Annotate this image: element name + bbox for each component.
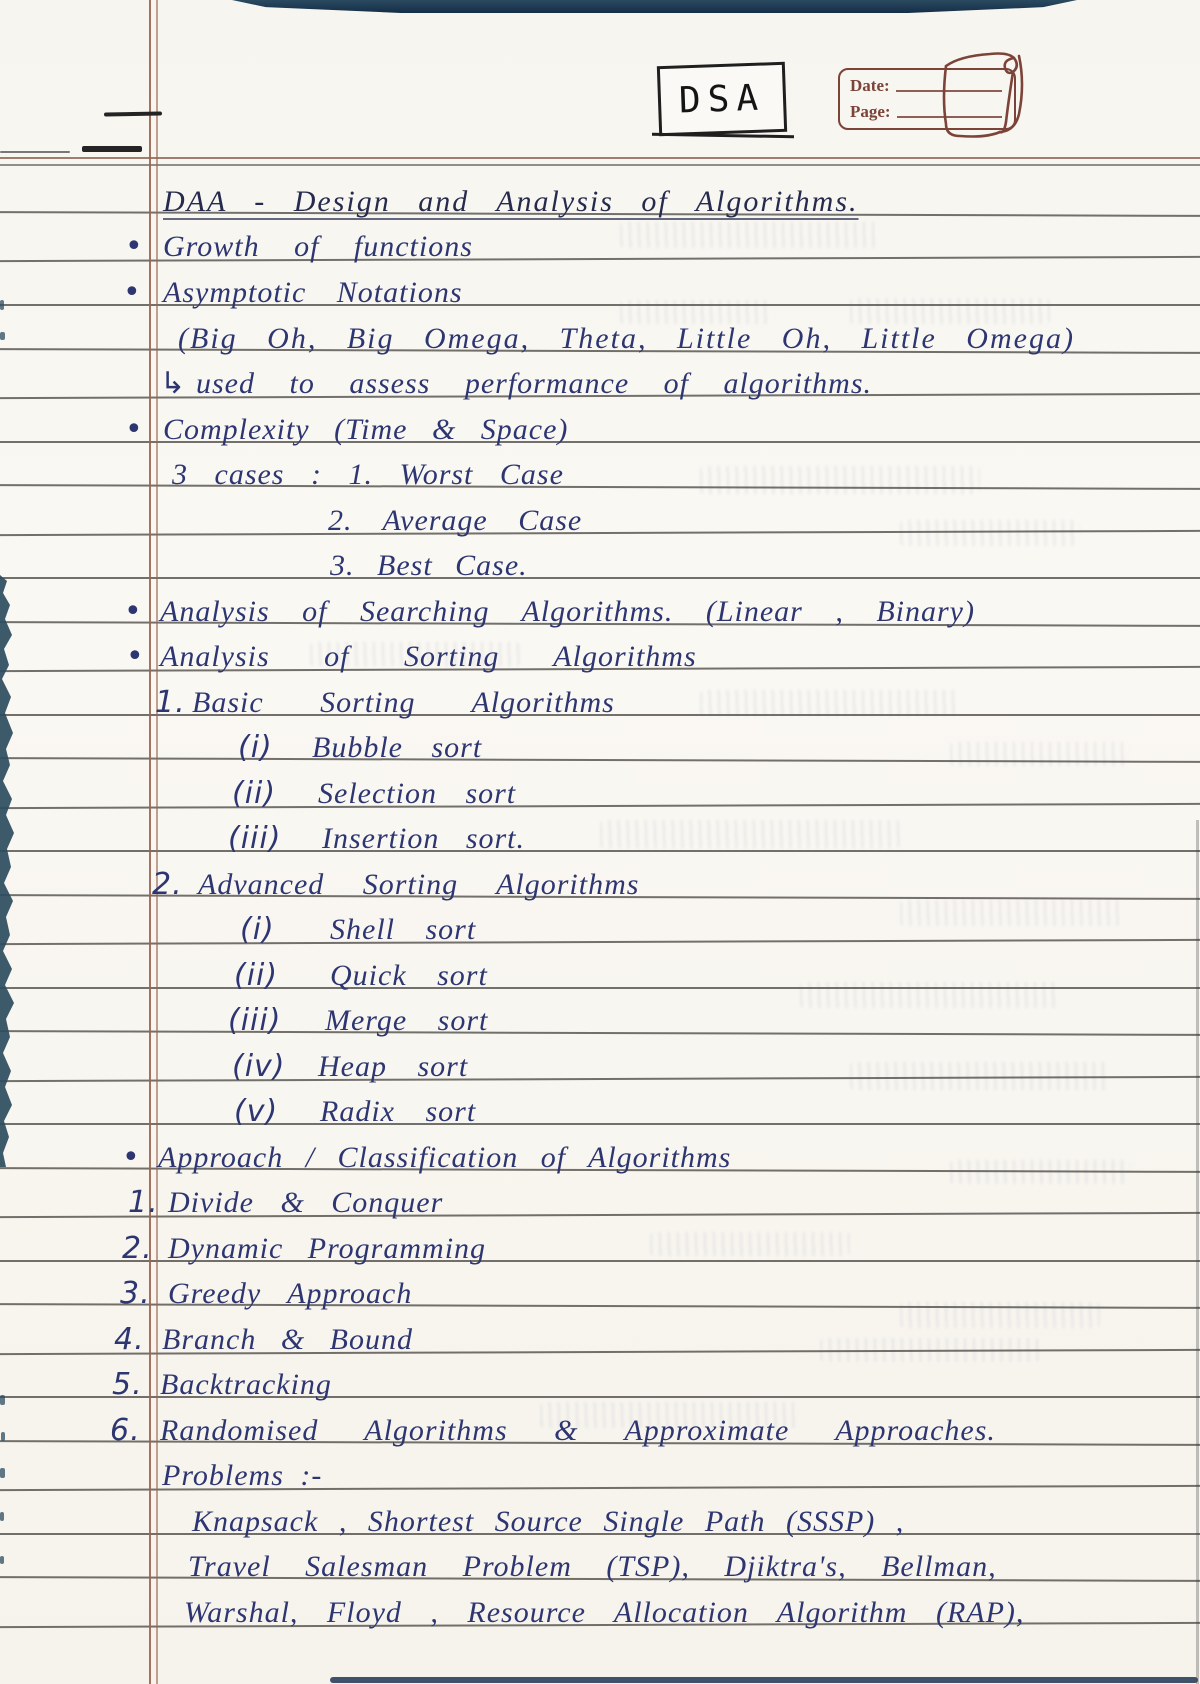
note-text: Travel Salesman Problem (TSP), Djiktra's, Bellman, [188, 1550, 997, 1583]
note-text: 3. Best Case. [330, 549, 528, 582]
note-text: (Big Oh, Big Omega, Theta, Little Oh, Little Omega) [178, 322, 1075, 355]
note-line [192, 1503, 904, 1541]
pen-dash-mark [104, 111, 162, 116]
number-marker: 2. [152, 867, 183, 902]
note-line [172, 456, 564, 494]
note-line [228, 1002, 489, 1040]
top-edge-band [232, 0, 1077, 13]
pen-dash-mark [82, 146, 142, 152]
ruled-line [0, 1030, 1200, 1036]
note-line [228, 820, 526, 858]
note-line [328, 502, 582, 540]
note-text: Divide & Conquer [168, 1186, 444, 1219]
note-line [162, 1457, 322, 1495]
bullet-marker: • [122, 1140, 141, 1175]
subject-title-box [657, 62, 787, 136]
ink-bleed-smudge [850, 1062, 1110, 1090]
note-text: Quick sort [330, 959, 488, 992]
note-line [120, 1275, 413, 1313]
bottom-edge-band [330, 1677, 1198, 1683]
left-margin-line [149, 0, 151, 1684]
roman-marker: (iii) [228, 821, 282, 856]
ruled-line [0, 939, 1200, 945]
top-margin-rule [0, 157, 1200, 159]
edge-speck [0, 1395, 5, 1405]
roman-marker: (v) [234, 1094, 279, 1129]
number-marker: 6. [110, 1413, 141, 1448]
note-text: Basic Sorting Algorithms [192, 686, 615, 719]
bullet-marker: • [125, 412, 144, 447]
arrow-marker: ↳ [160, 366, 187, 401]
number-marker: 1. [155, 685, 186, 720]
note-text: Backtracking [160, 1368, 332, 1401]
note-text: Growth of functions [163, 230, 473, 263]
note-line [188, 1548, 997, 1586]
bullet-marker: • [125, 229, 144, 264]
right-edge-shadow [1196, 820, 1199, 1684]
number-marker: 4. [114, 1322, 145, 1357]
note-line [125, 228, 473, 266]
note-line [234, 957, 488, 995]
note-text: 3 cases : 1. Worst Case [172, 458, 564, 491]
page-title: DAA - Design and Analysis of Algorithms. [163, 185, 859, 218]
edge-speck [0, 1512, 4, 1521]
note-line [122, 1230, 487, 1268]
partial-rule [0, 151, 70, 153]
ruled-line [0, 577, 1200, 579]
note-text: Asymptotic Notations [163, 276, 463, 309]
note-text: Bubble sort [312, 731, 483, 764]
note-text: Approach / Classification of Algorithms [158, 1141, 732, 1174]
note-line [110, 1412, 996, 1450]
edge-speck [0, 300, 4, 310]
note-line [128, 1184, 444, 1222]
note-text: Problems :- [162, 1459, 323, 1492]
bullet-marker: • [126, 639, 145, 674]
note-line [160, 365, 872, 403]
edge-speck [0, 1468, 5, 1478]
note-text: Merge sort [325, 1004, 489, 1037]
roman-marker: (ii) [234, 958, 279, 993]
note-text: Insertion sort. [322, 822, 526, 855]
note-text: Analysis of Searching Algorithms. (Linear , Binary) [160, 595, 975, 628]
note-text: Selection sort [318, 777, 517, 810]
note-text: Advanced Sorting Algorithms [198, 868, 640, 901]
edge-speck [1, 1432, 5, 1441]
note-line [232, 1048, 469, 1086]
ruled-line [0, 850, 1200, 852]
ink-bleed-smudge [600, 820, 900, 848]
left-margin-line-2 [156, 0, 158, 1684]
note-text: Dynamic Programming [168, 1232, 487, 1265]
ink-bleed-smudge [900, 520, 1080, 546]
note-line [184, 1594, 1024, 1632]
bullet-marker: • [124, 594, 143, 629]
number-marker: 1. [128, 1185, 159, 1220]
note-line [126, 638, 697, 676]
note-line [232, 775, 517, 813]
ink-bleed-smudge [950, 742, 1130, 766]
ink-bleed-smudge [950, 1160, 1130, 1184]
torn-edge [0, 575, 18, 1167]
roman-marker: (iv) [232, 1049, 286, 1084]
note-text: Knapsack , Shortest Source Single Path (SSSP) , [192, 1505, 905, 1538]
number-marker: 2. [122, 1231, 153, 1266]
edge-speck [0, 1556, 4, 1564]
note-line [114, 1321, 413, 1359]
number-marker: 3. [120, 1276, 151, 1311]
bullet-marker: • [123, 275, 142, 310]
note-line [240, 911, 477, 949]
ink-bleed-smudge [900, 900, 1120, 926]
note-line [178, 320, 1075, 358]
note-line [112, 1366, 332, 1404]
note-text: Shell sort [330, 913, 477, 946]
note-text: Analysis of Sorting Algorithms [160, 640, 697, 673]
edge-speck [0, 332, 5, 340]
note-line [122, 1139, 732, 1177]
note-text: Branch & Bound [162, 1323, 413, 1356]
ink-bleed-smudge [800, 982, 1060, 1008]
number-marker: 5. [112, 1367, 143, 1402]
ruled-line [0, 803, 1200, 809]
note-line [163, 183, 859, 221]
note-text: Warshal, Floyd , Resource Allocation Algorithm (RAP), [184, 1596, 1025, 1629]
note-line [330, 547, 528, 585]
date-label: Date: [850, 76, 890, 95]
ink-bleed-smudge [650, 1232, 850, 1256]
ink-bleed-smudge [700, 690, 960, 716]
roman-marker: (ii) [232, 776, 277, 811]
note-line [155, 684, 615, 722]
note-line [234, 1093, 477, 1131]
note-line [238, 729, 483, 767]
note-text: Randomised Algorithms & Approximate Approaches. [160, 1414, 996, 1447]
note-line [123, 274, 463, 312]
note-line [124, 593, 975, 631]
note-text: used to assess performance of algorithms. [196, 367, 872, 400]
note-text: Greedy Approach [168, 1277, 413, 1310]
note-text: Heap sort [318, 1050, 469, 1083]
roman-marker: (iii) [228, 1003, 282, 1038]
subject-title: DSA [678, 77, 766, 121]
note-line [152, 866, 640, 904]
ruled-line [0, 1123, 1200, 1125]
roman-marker: (i) [238, 730, 273, 765]
note-text: Radix sort [320, 1095, 477, 1128]
roman-marker: (i) [240, 912, 275, 947]
note-line [125, 411, 569, 449]
ink-bleed-smudge [820, 1338, 1040, 1362]
ink-bleed-smudge [620, 222, 880, 248]
subject-box-underline [652, 133, 794, 138]
ink-bleed-smudge [900, 1302, 1100, 1328]
scroll-icon [928, 44, 1028, 144]
note-text: Complexity (Time & Space) [163, 413, 569, 446]
ink-bleed-smudge [700, 466, 980, 494]
page-label: Page: [850, 102, 891, 121]
top-margin-rule-2 [0, 164, 1200, 166]
note-text: 2. Average Case [328, 504, 583, 537]
